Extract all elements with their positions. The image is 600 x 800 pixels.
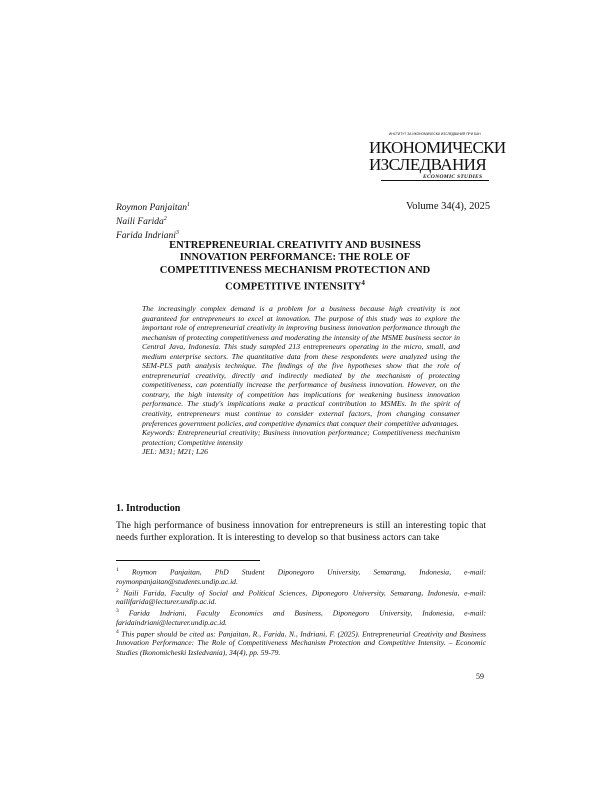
page-number: 59 [476, 672, 484, 681]
footnote: $^2$ Naili Farida, Faculty of Social and Political Sciences, Diponegoro University, Semarang, Indonesia, e-mail: nailifarida@lecturer.undip.ac.id. [116, 587, 487, 607]
section-heading: 1. Introduction [116, 503, 181, 514]
logo-name-line2: ИЗСЛЕДВАНИЯ [369, 155, 487, 174]
author: Farida Indriani$^3$ [116, 230, 179, 242]
footnote: $^1$ Roymon Panjaitan, PhD Student Diponegoro University, Semarang, Indonesia, e-mail: roymonpanjaitan@students.undip.ac.id. [116, 567, 486, 586]
abstract [142, 304, 460, 457]
footnote: $^3$ Farida Indriani, Faculty Economics and Business, Diponegoro University, Indonesia, e-mail: faridaindriani@lecturer.undip.ac.id. [116, 608, 486, 627]
logo-publisher-line: ИНСТИТУТ ЗА ИКОНОМИЧЕСКИ ИЗСЛЕДВАНИЯ ПРИ БАН [389, 132, 481, 136]
volume-info: Volume 34(4), 2025 [406, 201, 491, 212]
title-footnote-mark: 4 [361, 279, 365, 288]
jel-codes: JEL: M31; M21; L26 [142, 447, 208, 457]
author-list [116, 200, 190, 242]
footnote-rule [116, 560, 260, 561]
journal-logo [367, 132, 506, 190]
logo-name-line1: ИКОНОМИЧЕСКИ [369, 138, 506, 157]
author: Naili Farida$^2$ [116, 216, 167, 228]
author: Roymon Panjaitan$^1$ [116, 202, 190, 214]
paper-title: ENTREPRENEURIAL CREATIVITY AND BUSINESS INNOVATION PERFORMANCE: THE ROLE OF COMPETITIVENESS MECHANISM PROTECTION AND COMPETITIVE INTENSITY$^4$ [159, 240, 431, 293]
logo-rule [381, 180, 489, 181]
body-paragraph: The high performance of business innovation for entrepreneurs is still an interesting topic that needs further exploration. It is interesting to develop so that business actors can take [116, 520, 486, 544]
keywords: Keywords: Entrepreneurial creativity; Business innovation performance; Competitiveness mechanism protection; Competitive intensity [142, 428, 460, 447]
footnote: $^4$ This paper should be cited as: Panjaitan, R., Farida, N., Indriani, F. (2025). Entrepreneurial Creativity and Business Innovation Performance: The Role of Competitiveness Mechanism Protection and Competitive Intensity. – Economic Studies (Ikonomicheski Izsledvania), 34(4), pp. 59-79. [116, 628, 486, 657]
logo-subtitle: ECONOMIC STUDIES [423, 174, 483, 180]
abstract-text: The increasingly complex demand is a problem for a business because high creativity is not guaranteed for entrepreneurs to excel at innovation. The purpose of this study was to explore the important role of entrepreneurial creativity in improving business innovation performance through the mechanism of protecting competitiveness and moderating the intensity of the MSME business sector in Central Java, Indonesia. This study sampled 213 entrepreneurs operating in the micro, small, and medium enterprise sectors. The quantitative data from these respondents were analyzed using the SEM-PLS path analysis technique. The findings of the five hypotheses show that the role of entrepreneurial creativity, directly and indirectly mediated by the mechanism of protecting competitiveness, can potentially increase the performance of business innovation. However, on the contrary, the high intensity of competition has implications for weakening business innovation performance. The study's implications make a practical contribution to MSMEs. In the spirit of creativity, entrepreneurs must continue to consider external factors, from changing consumer preferences government policies, and competitive dynamics that conquer their competitive advantages. [142, 304, 460, 428]
footnotes [116, 566, 486, 657]
